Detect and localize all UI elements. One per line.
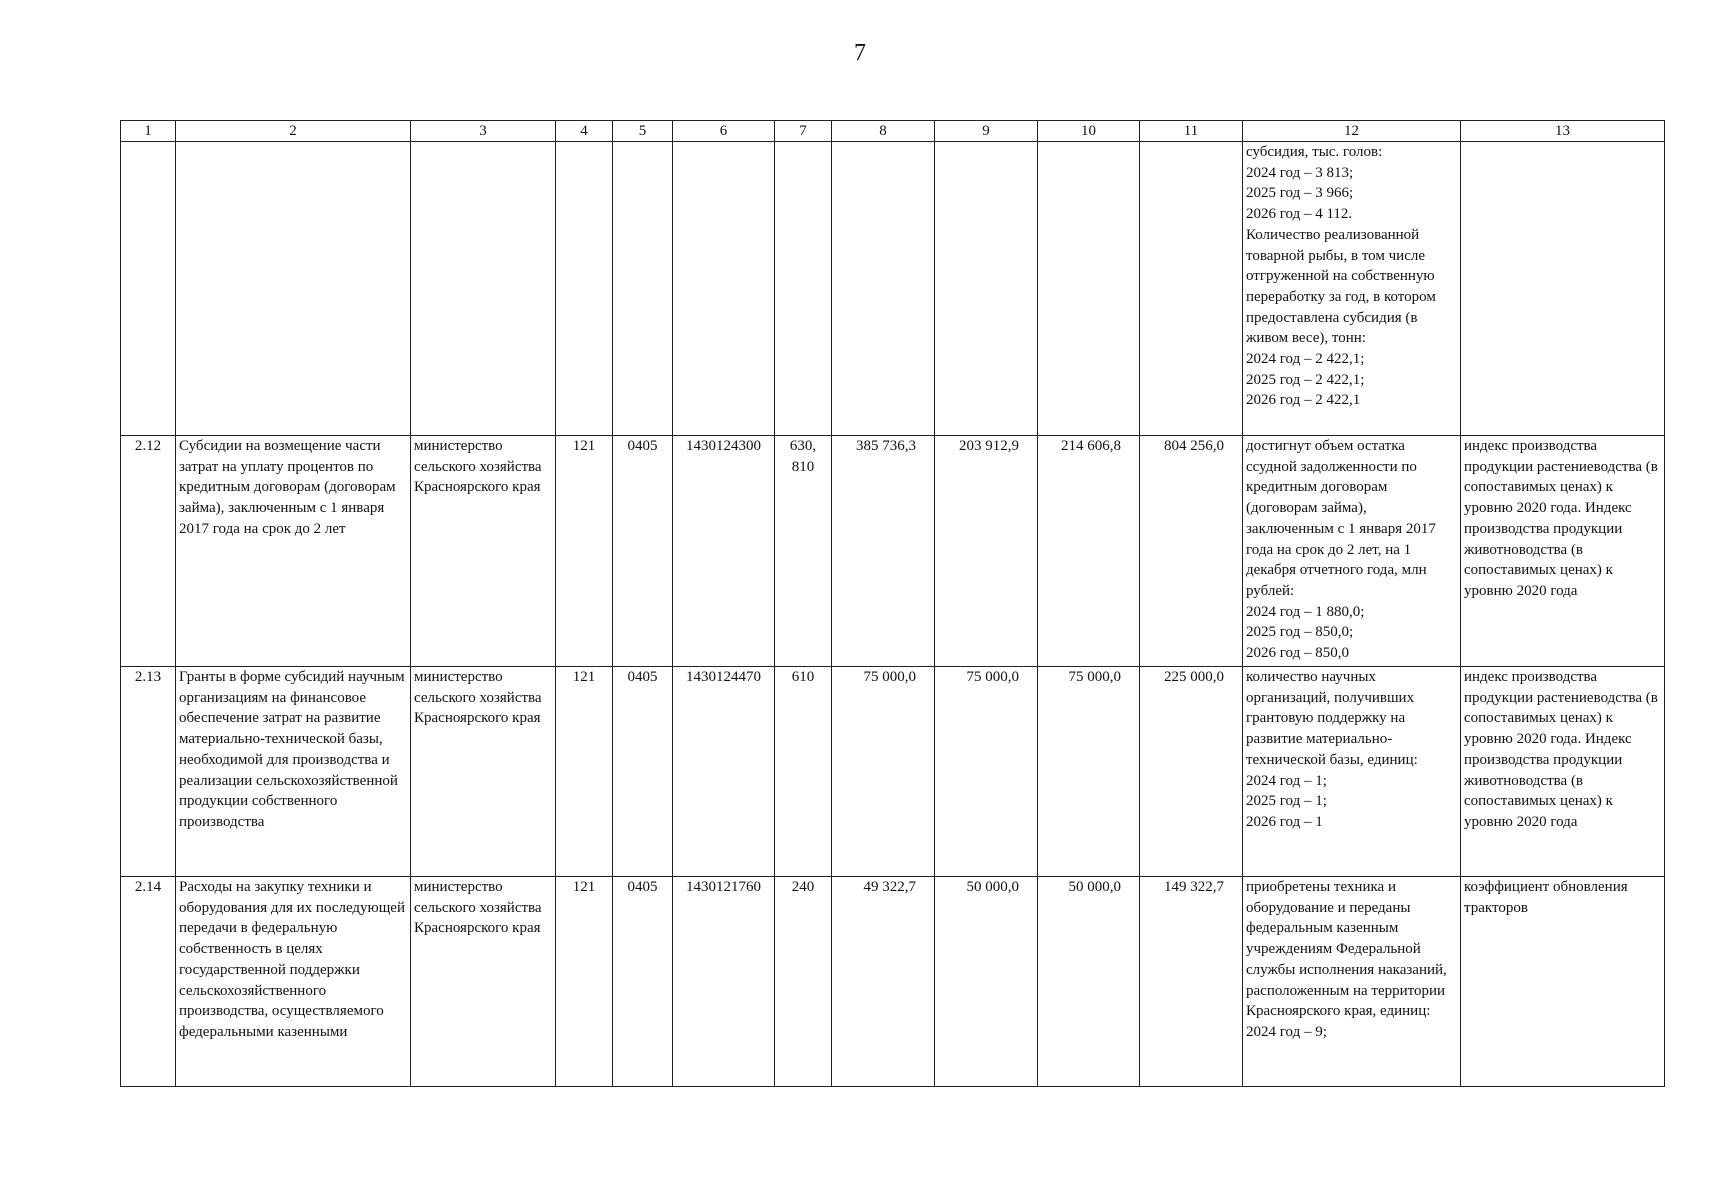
responsible-body: министерство сельского хозяйства Красноярского края [411, 667, 556, 877]
grbs-code: 121 [556, 436, 613, 667]
grbs-code: 121 [556, 667, 613, 877]
program-indicator: индекс производства продукции растениеводства (в сопоставимых ценах) к уровню 2020 года. Индекс производства продукции животноводства (в сопоставимых ценах) к уровню 2020 года [1461, 667, 1665, 877]
amount-2025: 75 000,0 [935, 667, 1038, 877]
table-row [121, 436, 1665, 667]
column-number: 6 [673, 121, 775, 142]
amount-2024: 385 736,3 [832, 436, 935, 667]
responsible-body: министерство сельского хозяйства Красноярского края [411, 436, 556, 667]
row-number: 2.13 [121, 667, 176, 877]
target-item-code: 1430124470 [673, 667, 775, 877]
expense-type-code: 240 [775, 877, 832, 1087]
column-number: 4 [556, 121, 613, 142]
row-number: 2.14 [121, 877, 176, 1087]
amount-2025: 50 000,0 [935, 877, 1038, 1087]
result-indicator: приобретены техника и оборудование и переданы федеральным казенным учреждениям Федеральной службы исполнения наказаний, расположенным на территории Красноярского края, единиц: 2024 год – 9; [1243, 877, 1461, 1087]
measure-name: Расходы на закупку техники и оборудования для их последующей передачи в федеральную собственность в целях государственной поддержки сельскохозяйственного производства, осуществляемого федеральными казенными [176, 877, 411, 1087]
result-indicator: количество научных организаций, получивших грантовую поддержку на развитие материально-технической базы, единиц: 2024 год – 1; 2025 год – 1; 2026 год – 1 [1243, 667, 1461, 877]
column-number: 10 [1038, 121, 1140, 142]
column-number: 13 [1461, 121, 1665, 142]
expense-type-code: 610 [775, 667, 832, 877]
expense-type-code: 630, 810 [775, 436, 832, 667]
table-row [121, 877, 1665, 1087]
column-number: 5 [613, 121, 673, 142]
row-number: 2.12 [121, 436, 176, 667]
result-indicator: достигнут объем остатка ссудной задолженности по кредитным договорам (договорам займа), заключенным с 1 января 2017 года на срок до 2 лет, на 1 декабря отчетного года, млн рублей: 2024 год – 1 880,0; 2025 год – 850,0; 2026 год – 850,0 [1243, 436, 1461, 667]
program-indicator: коэффициент обновления тракторов [1461, 877, 1665, 1087]
column-number: 9 [935, 121, 1038, 142]
section-code: 0405 [613, 667, 673, 877]
program-table [120, 120, 1665, 1087]
amount-2026: 214 606,8 [1038, 436, 1140, 667]
amount-2026: 75 000,0 [1038, 667, 1140, 877]
measure-name: Гранты в форме субсидий научным организациям на финансовое обеспечение затрат на развитие материально-технической базы, необходимой для производства и реализации сельскохозяйственной продукции собственного производства [176, 667, 411, 877]
program-indicator: индекс производства продукции растениеводства (в сопоставимых ценах) к уровню 2020 года. Индекс производства продукции животноводства (в сопоставимых ценах) к уровню 2020 года [1461, 436, 1665, 667]
target-item-code: 1430124300 [673, 436, 775, 667]
column-number: 3 [411, 121, 556, 142]
amount-total: 804 256,0 [1140, 436, 1243, 667]
section-code: 0405 [613, 877, 673, 1087]
measure-name: Субсидии на возмещение части затрат на уплату процентов по кредитным договорам (договорам займа), заключенным с 1 января 2017 года на срок до 2 лет [176, 436, 411, 667]
amount-2024: 75 000,0 [832, 667, 935, 877]
amount-2024: 49 322,7 [832, 877, 935, 1087]
amount-2025: 203 912,9 [935, 436, 1038, 667]
grbs-code: 121 [556, 877, 613, 1087]
target-item-code: 1430121760 [673, 877, 775, 1087]
responsible-body: министерство сельского хозяйства Красноярского края [411, 877, 556, 1087]
page-number: 7 [854, 40, 866, 66]
amount-total: 225 000,0 [1140, 667, 1243, 877]
column-number-row [121, 121, 1665, 142]
column-number: 2 [176, 121, 411, 142]
column-number: 11 [1140, 121, 1243, 142]
column-number: 1 [121, 121, 176, 142]
section-code: 0405 [613, 436, 673, 667]
column-number: 7 [775, 121, 832, 142]
amount-total: 149 322,7 [1140, 877, 1243, 1087]
column-number: 8 [832, 121, 935, 142]
result-indicator: субсидия, тыс. голов: 2024 год – 3 813; 2025 год – 3 966; 2026 год – 4 112. Количество реализованной товарной рыбы, в том числе отгруженной на собственную переработку за год, в котором предоставлена субсидия (в живом весе), тонн: 2024 год – 2 422,1; 2025 год – 2 422,1; 2026 год – 2 422,1 [1243, 142, 1461, 436]
column-number: 12 [1243, 121, 1461, 142]
amount-2026: 50 000,0 [1038, 877, 1140, 1087]
continuation-row [121, 142, 1665, 436]
table-row [121, 667, 1665, 877]
